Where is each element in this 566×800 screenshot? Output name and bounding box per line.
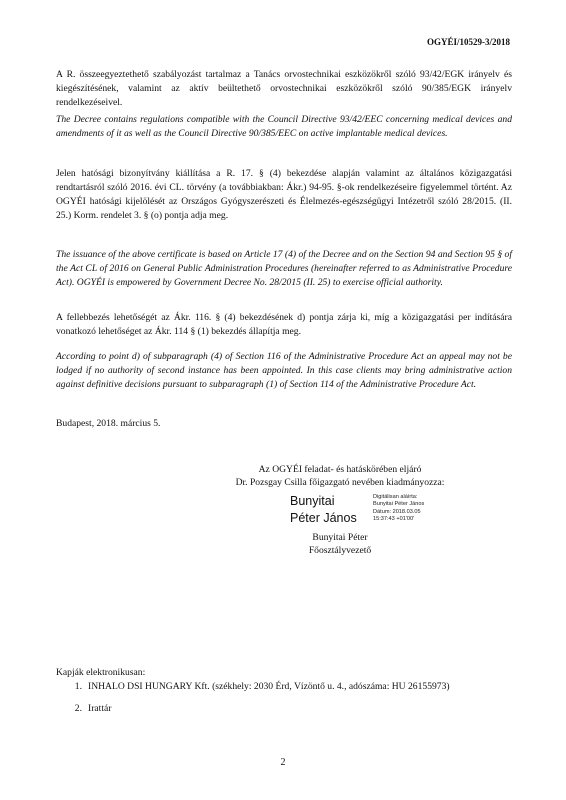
digital-signature-detail: 15:37:43 +01'00' <box>373 516 415 523</box>
paragraph-2-hungarian <box>56 167 512 223</box>
signer-title: Főosztályvezető <box>308 545 372 556</box>
paragraph-text: The Decree contains regulations compatible with the Council Directive 93/42/EEC concerning medical devices and amendments of it as well as the Council Directive 90/385/EEC on active implantable medical devices. <box>56 114 512 139</box>
paragraph-text: According to point d) of subparagraph (4) of Section 116 of the Administrative Procedure Act an appeal may not be lodged if no authority of second instance has been appointed. In this case clients may bring administrative action against definitive decisions pursuant to subparagraph (1) of Section 114 of the Administrative Procedure Act. <box>56 351 512 390</box>
page-number: 2 <box>280 757 286 768</box>
paragraph-3-english <box>56 350 512 392</box>
date-line <box>56 417 512 431</box>
digital-signature-name-line-1: Bunyitai <box>290 494 335 508</box>
list-item-text: INHALO DSI HUNGARY Kft. (székhely: 2030 Érd, Vízöntő u. 4., adószáma: HU 26155973) <box>88 681 450 692</box>
document-reference-number: OGYÉI/10529-3/2018 <box>426 37 510 47</box>
paragraph-1-english <box>56 113 512 141</box>
signer-name: Bunyitai Péter <box>312 532 368 543</box>
list-item <box>56 702 512 716</box>
paragraph-text: Jelen hatósági bizonyítvány kiállítása a R. 17. § (4) bekezdése alapján valamint az általános közigazgatási rendtartásról szóló 2016. évi CL. törvény (a továbbiakban: Ákr.) 94-95. §-ok rendelkezéseire figyelemmel történt. Az OGYÉI hatósági kijelölését az Országos Gyógyszerészeti és Élelmezés-egészségügyi Intézetről szóló 28/2015. (II. 25.) Korm. rendelet 3. § (o) pontja adja meg. <box>56 168 512 221</box>
paragraph-3-hungarian <box>56 311 512 339</box>
digital-signature-detail: Dátum: 2018.03.05 <box>373 508 421 515</box>
paragraph-2-english <box>56 248 512 290</box>
digital-signature-name <box>290 493 357 527</box>
list-item-number: 2. <box>74 703 82 714</box>
paragraph-1-hungarian <box>56 68 512 110</box>
digital-signature-name-line-2: Péter János <box>290 511 357 525</box>
paragraph-text: A fellebbezés lehetőségét az Ákr. 116. § (4) bekezdésének d) pontja zárja ki, míg a közigazgatási per indítására vonatkozó lehetőséget az Ákr. 114 § (1) bekezdés állapítja meg. <box>56 312 512 337</box>
digital-signature-detail: Bunyitai Péter János <box>373 501 425 508</box>
list-item-number: 1. <box>74 681 82 692</box>
digital-signature-detail: Digitálisan aláírta: <box>373 494 418 500</box>
signature-authority-line-2: Dr. Pozsgay Csilla főigazgató nevében kiadmányozza: <box>235 477 445 488</box>
digital-signature-details <box>373 494 424 524</box>
signature-authority <box>190 463 490 489</box>
list-item-text: Irattár <box>88 703 112 714</box>
paragraph-text: A R. összeegyeztethető szabályozást tartalmaz a Tanács orvostechnikai eszközökről szóló 93/42/EGK irányelv és kiegészítésének, valamint az aktív beültethető orvostechnikai eszközökről szóló 90/385/EGK irányelv rendelkezéseivel. <box>56 69 512 108</box>
recipients-heading: Kapják elektronikusan: <box>56 667 146 678</box>
date-text: Budapest, 2018. március 5. <box>56 418 161 429</box>
signature-authority-line-1: Az OGYÉI feladat- és hatáskörében eljáró <box>258 464 422 475</box>
signer-block <box>190 531 490 557</box>
list-item <box>56 680 512 694</box>
digital-signature-stamp <box>290 493 500 527</box>
paragraph-text: The issuance of the above certificate is based on Article 17 (4) of the Decree and on the Section 94 and Section 95 § of the Act CL of 2016 on General Public Administration Procedures (hereinafter referred to as Administrative Procedure Act). OGYÉI is empowered by Government Decree No. 28/2015 (II. 25) to exercise official authority. <box>56 249 512 288</box>
recipients-list <box>56 666 512 716</box>
